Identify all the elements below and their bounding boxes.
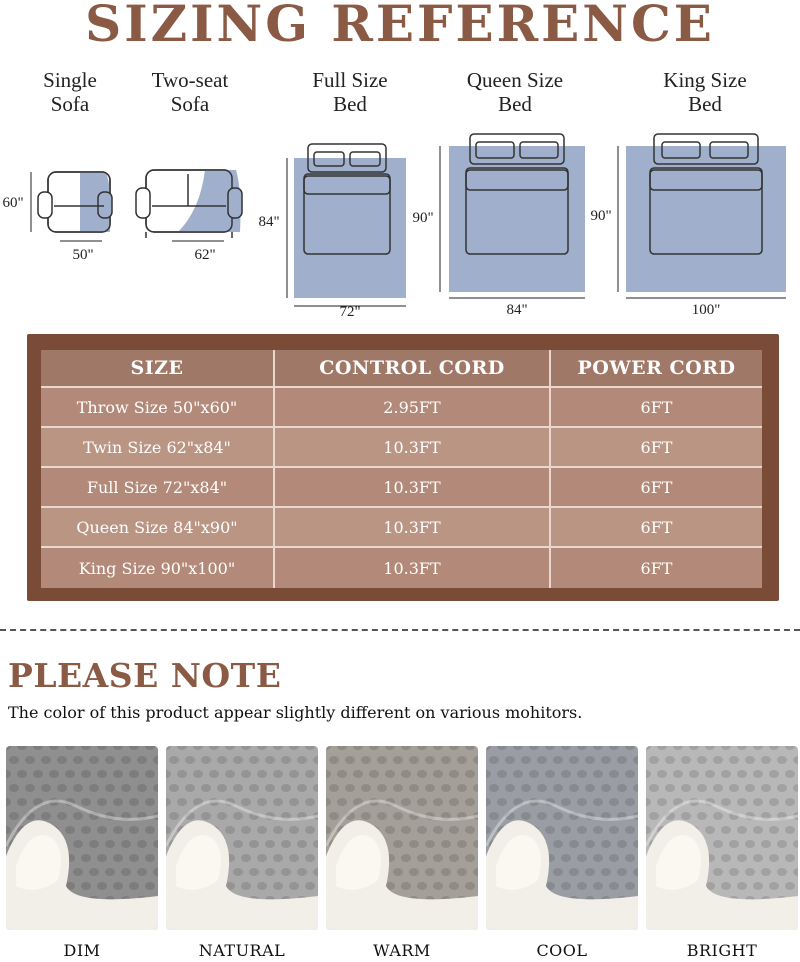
item-label-line2: Sofa	[50, 92, 90, 116]
full-bed-width: 72"	[339, 304, 361, 320]
item-label-two-seat-sofa	[130, 68, 250, 116]
item-label-single-sofa	[20, 68, 120, 116]
table-cell-size: Full Size 72"x84"	[41, 468, 275, 508]
item-label-line1: Two-seat	[151, 68, 229, 92]
item-label-line2: Bed	[498, 92, 532, 116]
table-cell-control-cord: 2.95FT	[275, 388, 551, 428]
table-cell-power-cord: 6FT	[551, 388, 762, 428]
single-sofa-height: 60"	[2, 195, 24, 211]
item-label-queen-bed	[450, 68, 580, 116]
note-title: PLEASE NOTE	[8, 656, 282, 695]
table-header-size: SIZE	[41, 350, 275, 388]
item-label-line1: Full Size	[312, 68, 388, 92]
swatch-image-cool	[486, 746, 638, 930]
swatch-label-bright: BRIGHT	[686, 941, 758, 960]
full-bed-height: 84"	[258, 214, 280, 230]
note-text: The color of this product appear slightly different on various mohitors.	[8, 703, 583, 722]
item-label-line2: Bed	[688, 92, 722, 116]
item-label-line1: Queen Size	[466, 68, 564, 92]
two-seat-sofa-width: 62"	[194, 247, 216, 263]
king-bed-width: 100"	[691, 302, 721, 318]
king-bed-illustration	[626, 134, 786, 292]
swatch-label-warm: WARM	[373, 941, 431, 960]
queen-bed-illustration	[449, 134, 585, 292]
table-cell-power-cord: 6FT	[551, 468, 762, 508]
table-cell-power-cord: 6FT	[551, 508, 762, 548]
size-diagram	[0, 120, 800, 330]
item-label-line1: Single	[43, 68, 97, 92]
table-cell-power-cord: 6FT	[551, 428, 762, 468]
two-seat-sofa-illustration	[136, 170, 242, 238]
item-label-full-bed	[290, 68, 410, 116]
swatch-image-dim	[6, 746, 158, 930]
swatch-label-dim: DIM	[63, 941, 101, 960]
table-cell-size: Throw Size 50"x60"	[41, 388, 275, 428]
table-cell-size: Queen Size 84"x90"	[41, 508, 275, 548]
swatch-image-warm	[326, 746, 478, 930]
item-label-line2: Sofa	[170, 92, 210, 116]
table-cell-control-cord: 10.3FT	[275, 548, 551, 588]
king-bed-height: 90"	[590, 208, 612, 224]
table-cell-control-cord: 10.3FT	[275, 508, 551, 548]
single-sofa-illustration	[38, 172, 112, 232]
size-table	[27, 334, 779, 601]
queen-bed-width: 84"	[506, 302, 528, 318]
swatch-image-bright	[646, 746, 798, 930]
single-sofa-width: 50"	[72, 247, 94, 263]
page-title: SIZING REFERENCE	[85, 0, 715, 53]
table-cell-control-cord: 10.3FT	[275, 428, 551, 468]
table-cell-control-cord: 10.3FT	[275, 468, 551, 508]
swatch-label-cool: COOL	[536, 941, 588, 960]
item-label-king-bed	[640, 68, 770, 116]
item-label-line1: King Size	[663, 68, 747, 92]
table-cell-size: King Size 90"x100"	[41, 548, 275, 588]
full-bed-illustration	[294, 144, 406, 298]
item-label-line2: Bed	[333, 92, 367, 116]
dashed-divider	[0, 629, 800, 631]
table-header-control-cord: CONTROL CORD	[275, 350, 551, 388]
table-cell-power-cord: 6FT	[551, 548, 762, 588]
table-cell-size: Twin Size 62"x84"	[41, 428, 275, 468]
swatch-label-natural: NATURAL	[198, 941, 286, 960]
swatch-image-natural	[166, 746, 318, 930]
queen-bed-height: 90"	[412, 210, 434, 226]
table-header-power-cord: POWER CORD	[551, 350, 762, 388]
